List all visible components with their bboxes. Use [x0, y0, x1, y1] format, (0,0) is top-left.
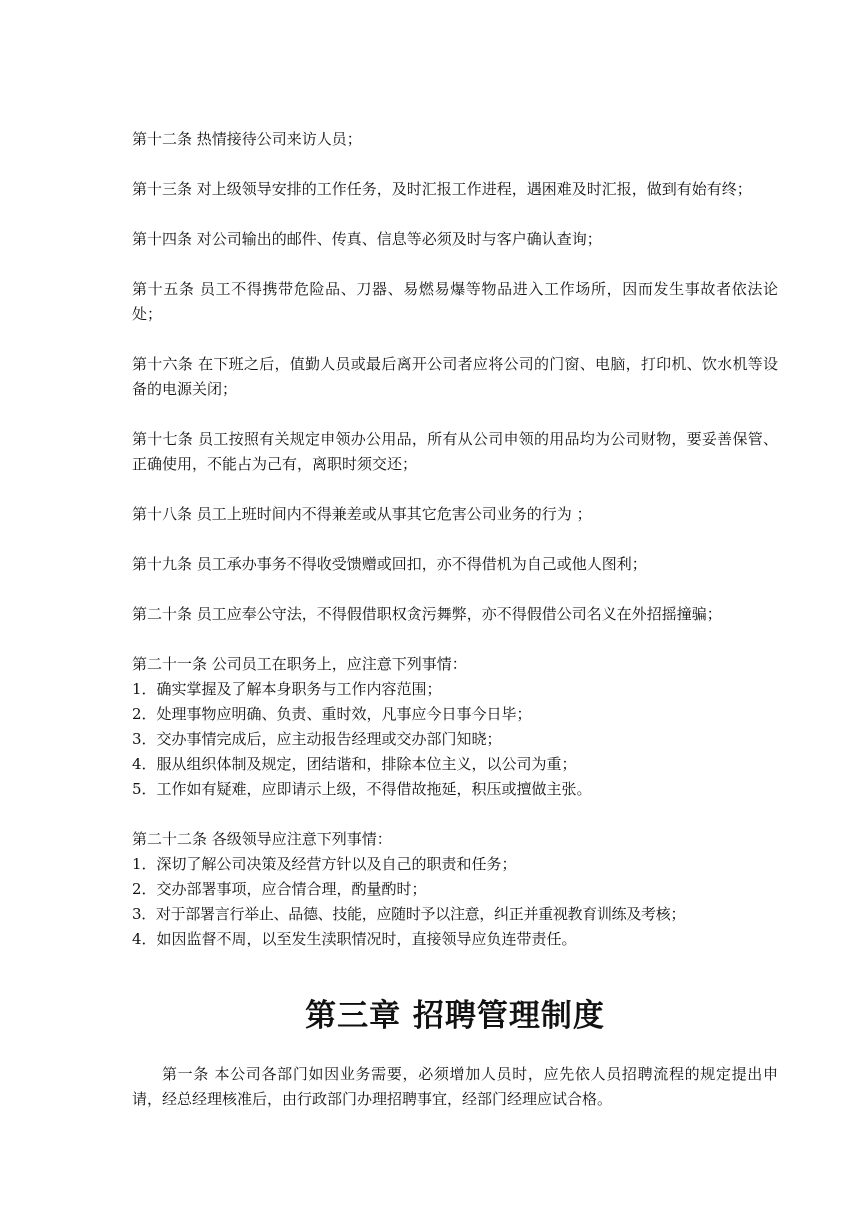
- article-text: 对上级领导安排的工作任务，及时汇报工作进程，遇困难及时汇报，做到有始有终；: [196, 180, 752, 198]
- article-label: 第一条: [162, 1065, 210, 1083]
- article-19: [132, 552, 778, 577]
- article-21: [132, 652, 778, 677]
- article-text: 各级领导应注意下列事情：: [211, 830, 392, 848]
- article-label: 第十三条: [132, 180, 193, 198]
- chapter-title: 第三章 招聘管理制度: [305, 998, 605, 1034]
- article-label: 第十九条: [132, 555, 193, 573]
- article-17: [132, 427, 778, 477]
- list-item: 4．服从组织体制及规定，团结谐和，排除本位主义，以公司为重；: [132, 755, 577, 773]
- article-22-list: [132, 852, 778, 952]
- article-label: 第二十二条: [132, 830, 208, 848]
- article-15: [132, 277, 778, 327]
- article-text: 员工上班时间内不得兼差或从事其它危害公司业务的行为 ；: [196, 505, 592, 523]
- article-22: [132, 827, 778, 852]
- article-text: 公司员工在职务上，应注意下列事情：: [211, 655, 467, 673]
- article-text: 本公司各部门如因业务需要，必须增加人员时，应先依人员招聘流程的规定提出申请，经总经理核准后，由行政部门办理招聘事宜，经部门经理应试合格。: [132, 1065, 778, 1108]
- list-item: 3．交办事情完成后，应主动报告经理或交办部门知晓；: [132, 730, 502, 748]
- document-page: [132, 127, 778, 1112]
- article-label: 第十四条: [132, 230, 193, 248]
- article-16: [132, 352, 778, 402]
- article-label: 第二十条: [132, 605, 193, 623]
- article-label: 第十六条: [132, 355, 194, 373]
- article-text: 员工按照有关规定申领办公用品，所有从公司申领的用品均为公司财物，要妥善保管、正确使用，不能占为己有，离职时须交还；: [132, 430, 778, 473]
- list-item: 1．确实掌握及了解本身职务与工作内容范围；: [132, 680, 442, 698]
- list-item: 5．工作如有疑难，应即请示上级，不得借故拖延，积压或擅做主张。: [132, 780, 592, 798]
- article-20: [132, 602, 778, 627]
- list-item: 4．如因监督不周，以至发生渎职情况时，直接领导应负连带责任。: [132, 930, 577, 948]
- article-12: [132, 127, 778, 152]
- article-label: 第十八条: [132, 505, 193, 523]
- article-text: 对公司输出的邮件、传真、信息等必须及时与客户确认查询；: [196, 230, 602, 248]
- article-label: 第十二条: [132, 130, 193, 148]
- list-item: 2．交办部署事项，应合情合理，酌量酌时；: [132, 880, 427, 898]
- article-21-list: [132, 677, 778, 802]
- list-item: 2．处理事物应明确、负责、重时效，凡事应今日事今日毕；: [132, 705, 532, 723]
- article-text: 员工应奉公守法，不得假借职权贪污舞弊，亦不得假借公司名义在外招摇撞骗；: [196, 605, 722, 623]
- article-18: [132, 502, 778, 527]
- article-label: 第十七条: [132, 430, 194, 448]
- list-item: 3．对于部署言行举止、品德、技能，应随时予以注意，纠正并重视教育训练及考核；: [132, 905, 686, 923]
- article-text: 在下班之后，值勤人员或最后离开公司者应将公司的门窗、电脑，打印机、饮水机等设备的电源关闭；: [132, 355, 778, 398]
- article-14: [132, 227, 778, 252]
- article-label: 第十五条: [132, 280, 195, 298]
- article-text: 员工承办事务不得收受馈赠或回扣，亦不得借机为自己或他人图利；: [196, 555, 647, 573]
- list-item: 1．深切了解公司决策及经营方针以及自己的职责和任务；: [132, 855, 517, 873]
- chapter-3-article-1: [132, 1062, 778, 1112]
- article-text: 热情接待公司来访人员；: [196, 130, 362, 148]
- article-13: [132, 177, 778, 202]
- article-text: 员工不得携带危险品、刀器、易燃易爆等物品进入工作场所，因而发生事故者依法论处；: [132, 280, 778, 323]
- article-label: 第二十一条: [132, 655, 208, 673]
